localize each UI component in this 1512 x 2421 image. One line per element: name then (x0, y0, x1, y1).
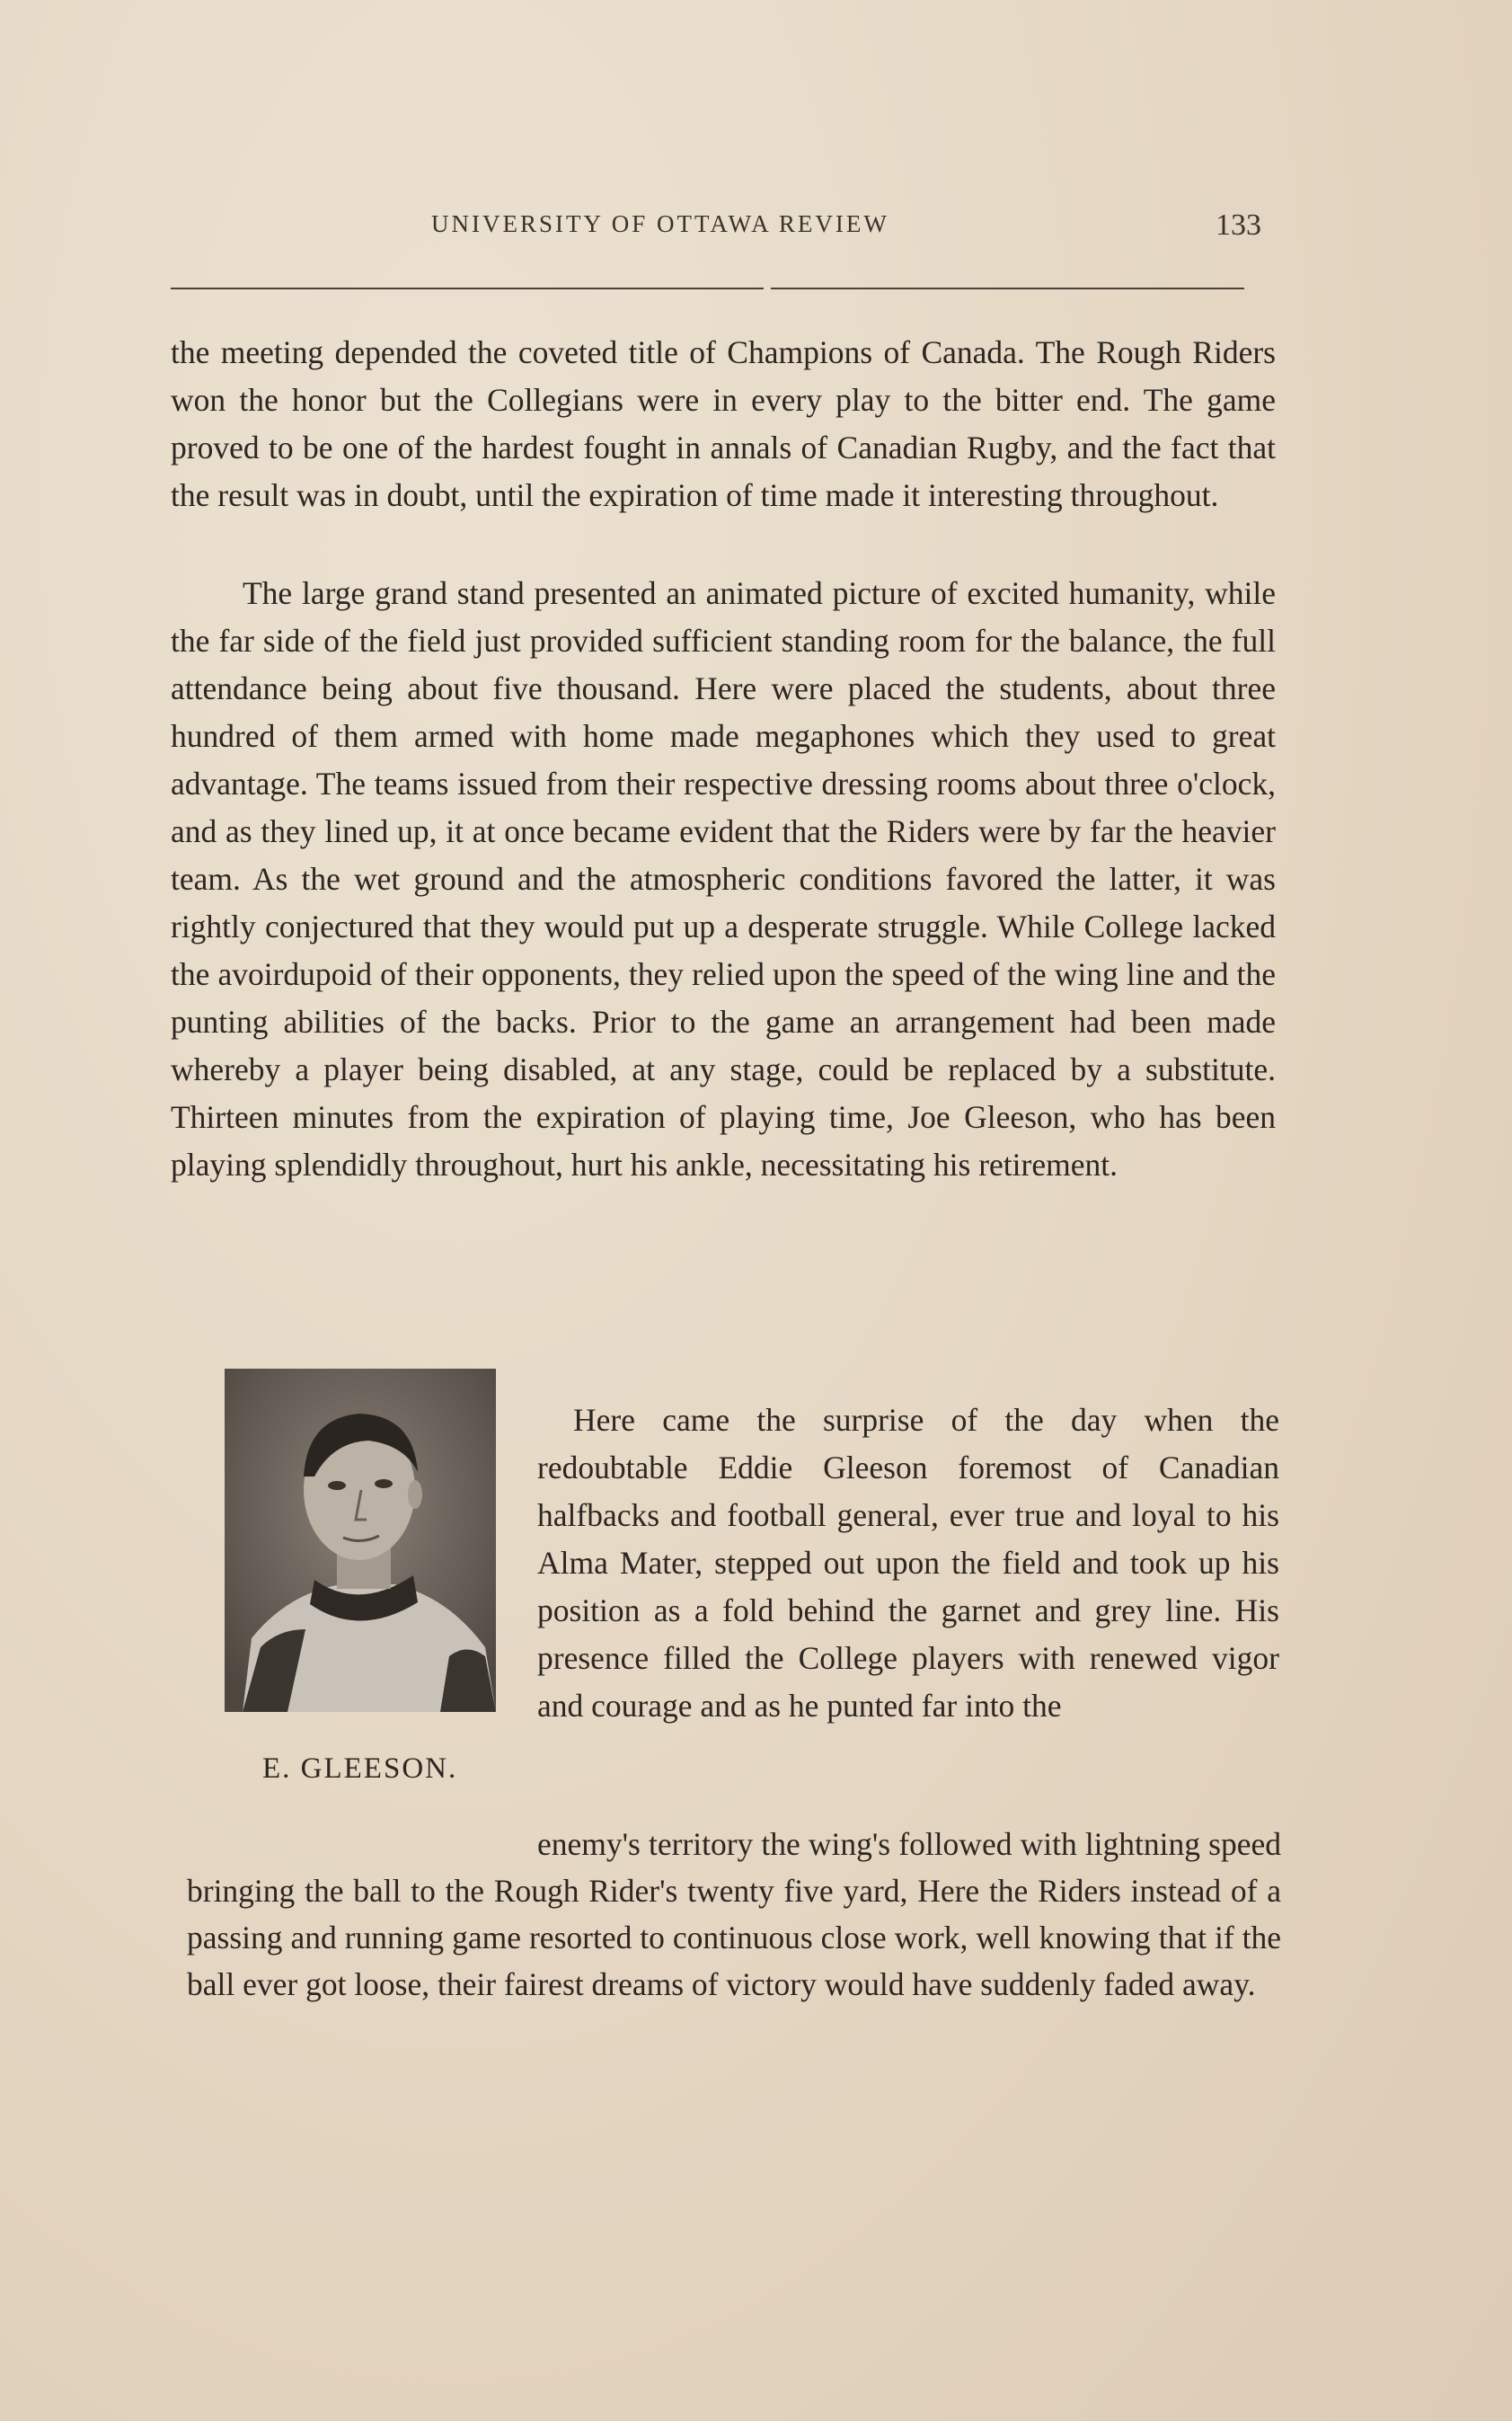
paragraph-1-text: the meeting depended the coveted title of Champions of Canada. The Rough Riders won the honor but the Collegians were in every play to the bitter end. The game proved to be one of the hardest fought in annals of Canadian Rugby, and the fact that the result was in doubt, until the expiration of time made it interesting throughout. (171, 334, 1276, 513)
header-rule-right (771, 288, 1244, 289)
paragraph-3-continued (187, 1788, 1281, 2039)
paragraph-3-text-a: Here came the surprise of the day when the redoubtable Eddie Gleeson foremost of Canadian halfbacks and football general, ever true and loyal to his Alma Mater, stepped out upon the field and took up his position as a fold behind the garnet and grey line. His presence filled the College players with renewed vigor and courage and as he punted far into the (537, 1401, 1279, 1724)
paragraph-2 (171, 570, 1276, 1189)
page-number: 133 (1216, 208, 1261, 242)
portrait-image (225, 1369, 496, 1712)
journal-title: UNIVERSITY OF OTTAWA REVIEW (431, 210, 889, 237)
paragraph-3-wrapped (537, 1364, 1279, 1761)
header-rule-left (171, 288, 764, 289)
paragraph-3-text-b: enemy's territory the wing's followed with lightning speed bringing the ball to the Rough Rider's twenty five yard, Here the Riders instead of a passing and running game resorted to continuous close work, well knowing that if the ball ever got loose, their fairest dreams of victory would have suddenly faded away. (187, 1825, 1281, 2002)
portrait-photo (225, 1369, 496, 1712)
paragraph-2-text: The large grand stand presented an animated picture of excited humanity, while the far side of the field just provided sufficient standing room for the balance, the full attendance being about five thousand. Here were placed the students, about three hundred of them armed with home made megaphones which they used to great advantage. The teams issued from their respective dressing rooms about three o'clock, and as they lined up, it at once became evident that the Riders were by far the heavier team. As the wet ground and the atmospheric conditions favored the latter, it was rightly conjectured that they would put up a desperate struggle. While College lacked the avoirdupoid of their opponents, they relied upon the speed of the wing line and the punting abilities of the backs. Prior to the game an arrangement had been made whereby a player being disabled, at any stage, could be replaced by a substitute. Thirteen minutes from the expiration of playing time, Joe Gleeson, who has been playing splendidly throughout, hurt his ankle, necessitating his retirement. (171, 575, 1276, 1183)
running-header (171, 208, 1267, 244)
photo-caption: E. GLEESON. (262, 1752, 458, 1785)
paragraph-1 (171, 329, 1276, 519)
